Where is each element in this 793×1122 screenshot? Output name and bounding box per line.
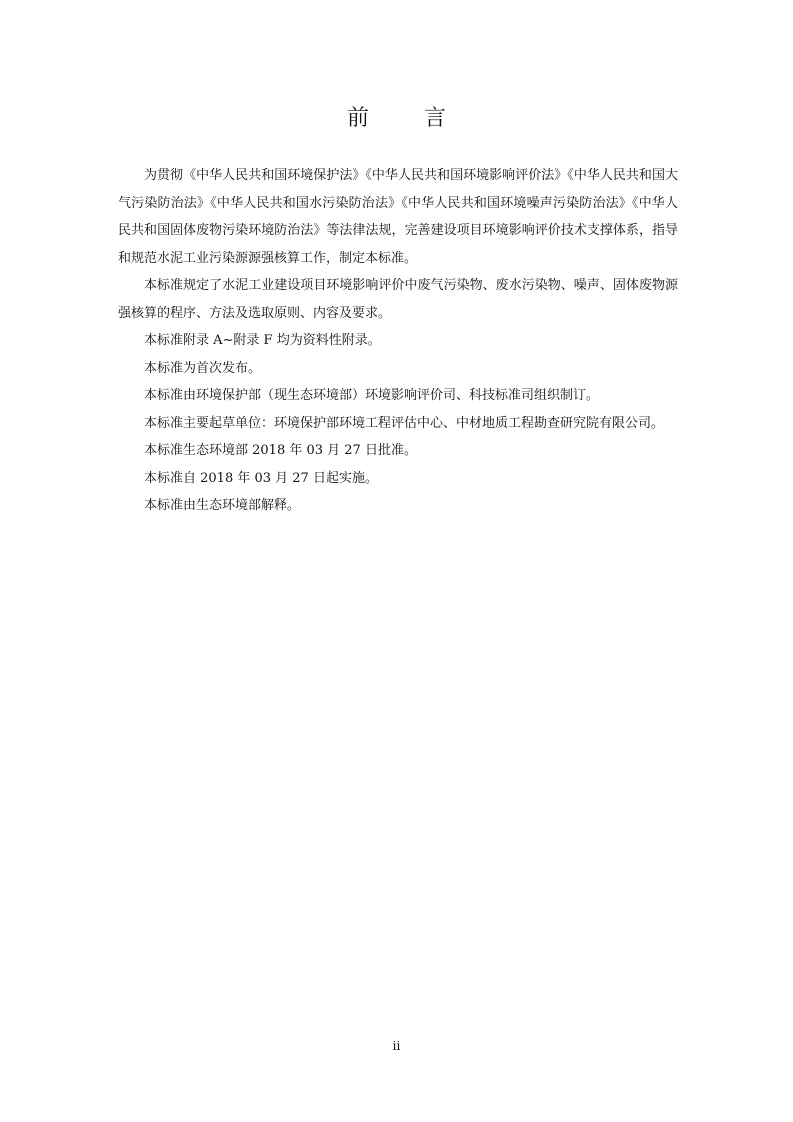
paragraph-purpose: 为贯彻《中华人民共和国环境保护法》《中华人民共和国环境影响评价法》《中华人民共和国大气污染防治法》《中华人民共和国水污染防治法》《中华人民共和国环境噪声污染防治法》《中华人民共和国固体废物污染环境防治法》等法律法规，完善建设项目环境影响评价技术支撑体系，指导和规范水泥工业污染源源强核算工作，制定本标准。 <box>118 168 678 266</box>
paragraph-approval-date: 本标准生态环境部 2018 年 03 月 27 日批准。 <box>144 443 417 458</box>
page-title: 前 言 <box>347 106 470 131</box>
paragraph-first-release: 本标准为首次发布。 <box>144 360 262 376</box>
paragraph-appendices: 本标准附录 A~附录 F 均为资料性附录。 <box>144 333 381 348</box>
document-body <box>118 162 678 520</box>
page-number: ii <box>392 1039 401 1053</box>
paragraph-organizer: 本标准由环境保护部（现生态环境部）环境影响评价司、科技标准司组织制订。 <box>144 388 600 403</box>
paragraph-drafting-units: 本标准主要起草单位：环境保护部环境工程评估中心、中材地质工程勘查研究院有限公司。 <box>144 415 665 431</box>
paragraph-scope: 本标准规定了水泥工业建设项目环境影响评价中废气污染物、废水污染物、噪声、固体废物源强核算的程序、方法及选取原则、内容及要求。 <box>118 278 678 321</box>
paragraph-effective-date: 本标准自 2018 年 03 月 27 日起实施。 <box>144 470 378 486</box>
paragraph-interpretation: 本标准由生态环境部解释。 <box>144 498 301 513</box>
